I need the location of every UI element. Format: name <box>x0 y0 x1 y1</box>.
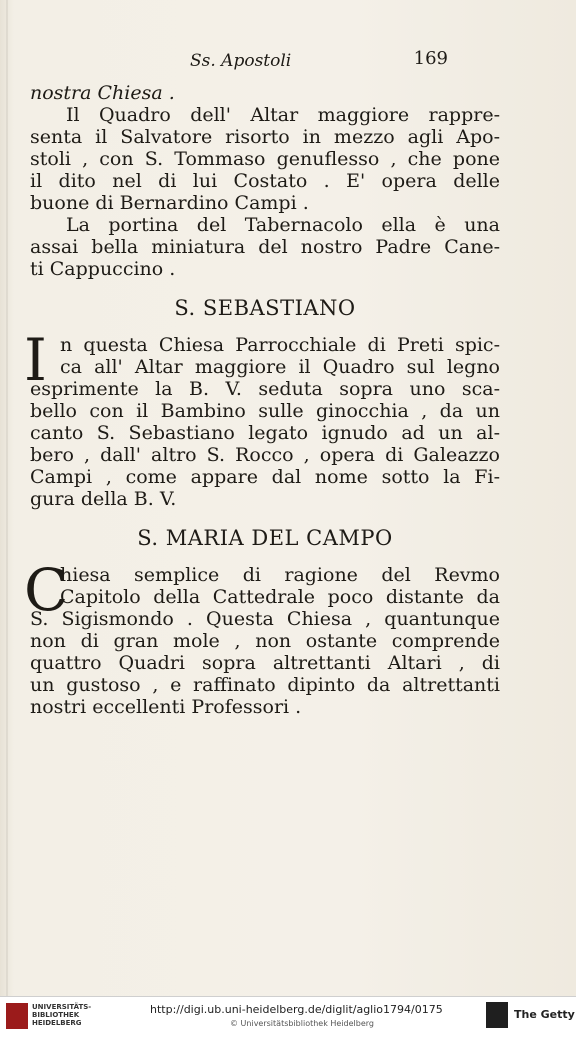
section-heading: S. SEBASTIANO <box>174 296 356 320</box>
text-line: ca all' Altar maggiore il Quadro sul legno <box>60 356 500 378</box>
text-line: Capitolo della Cattedrale poco distante da <box>60 586 500 608</box>
page-text <box>24 42 500 718</box>
drop-cap: I <box>24 326 47 394</box>
paragraph-altar-painting <box>30 104 500 214</box>
text-line: nostri eccellenti Professori . <box>30 696 302 718</box>
drop-cap: C <box>24 556 69 624</box>
text-line: Campi , come appare dal nome sotto la Fi- <box>30 466 500 488</box>
text-line: Il Quadro dell' Altar maggiore rappre- <box>66 104 500 126</box>
paragraph-sebastiano <box>24 326 500 510</box>
text-line: un gustoso , e raffinato dipinto da altrettanti <box>30 674 500 696</box>
paragraph-maria-del-campo <box>24 556 500 718</box>
getty-logo-icon <box>486 1002 508 1028</box>
library-name: UNIVERSITÄTS- BIBLIOTHEK HEIDELBERG <box>32 1003 92 1027</box>
running-header <box>30 42 500 82</box>
section-heading: S. MARIA DEL CAMPO <box>137 526 393 550</box>
text-line: nostra Chiesa . <box>30 82 175 104</box>
text-line: hiesa semplice di ragione del Revmo <box>60 564 500 586</box>
text-line: il dito nel di lui Costato . E' opera delle <box>30 170 500 192</box>
text-line: esprimente la B. V. seduta sopra uno sca- <box>30 378 500 400</box>
permalink-url[interactable]: http://digi.ub.uni-heidelberg.de/diglit/aglio1794/0175 <box>150 1003 443 1016</box>
text-line: assai bella miniatura del nostro Padre Cane- <box>30 236 500 258</box>
text-line: S. Sigismondo . Questa Chiesa , quantunque <box>30 608 500 630</box>
text-line: senta il Salvatore risorto in mezzo agli Apo- <box>30 126 500 148</box>
text-line: La portina del Tabernacolo ella è una <box>66 214 500 236</box>
running-title: Ss. Apostoli <box>190 51 292 71</box>
paragraph-continuation <box>30 82 500 104</box>
text-line: ti Cappuccino . <box>30 258 176 280</box>
text-line: gura della B. V. <box>30 488 177 510</box>
text-line: bello con il Bambino sulle ginocchia , da un <box>30 400 500 422</box>
text-line: n questa Chiesa Parrocchiale di Preti spic- <box>60 334 500 356</box>
page-number: 169 <box>413 48 448 69</box>
text-line: quattro Quadri sopra altrettanti Altari , di <box>30 652 500 674</box>
text-line: canto S. Sebastiano legato ignudo ad un al- <box>30 422 500 444</box>
text-line: bero , dall' altro S. Rocco , opera di Galeazzo <box>30 444 500 466</box>
viewer-footer <box>0 996 576 1037</box>
text-line: stoli , con S. Tommaso genuflesso , che pone <box>30 148 500 170</box>
getty-label: The Getty <box>514 1008 575 1021</box>
paragraph-tabernacle <box>30 214 500 280</box>
text-line: non di gran mole , non ostante comprende <box>30 630 500 652</box>
university-logo-icon <box>6 1003 28 1029</box>
text-line: buone di Bernardino Campi . <box>30 192 309 214</box>
copyright-notice: © Universitätsbibliothek Heidelberg <box>230 1019 375 1028</box>
